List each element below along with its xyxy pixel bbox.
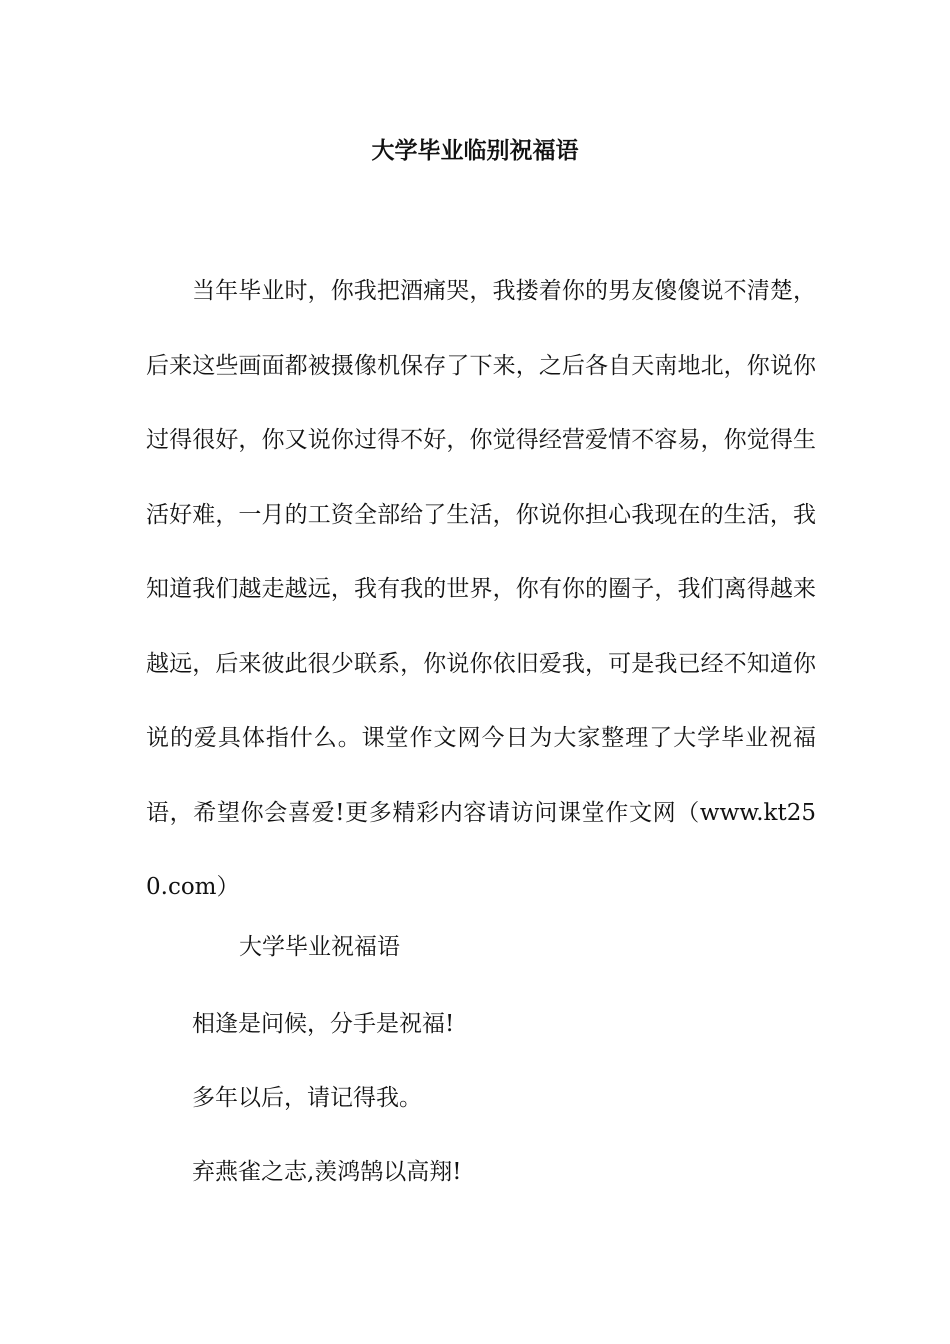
wish-line-2: 多年以后，请记得我。 bbox=[192, 1085, 422, 1111]
document-title: 大学毕业临别祝福语 bbox=[371, 138, 579, 164]
section-subheading: 大学毕业祝福语 bbox=[239, 934, 400, 960]
intro-paragraph: 当年毕业时，你我把酒痛哭，我搂着你的男友傻傻说不清楚，后来这些画面都被摄像机保存了下来，之后各自天南地北，你说你过得很好，你又说你过得不好，你觉得经营爱情不容易，你觉得生活好难，一月的工资全部给了生活，你说你担心我现在的生活，我知道我们越走越远，我有我的世界，你有你的圈子，我们离得越来越远，后来彼此很少联系，你说你依旧爱我，可是我已经不知道你说的爱具体指什么。课堂作文网今日为大家整理了大学毕业祝福语，希望你会喜爱!更多精彩内容请访问课堂作文网（www.kt250.com） bbox=[146, 278, 816, 900]
wish-line-1: 相逢是问候，分手是祝福! bbox=[192, 1011, 455, 1037]
wish-line-3: 弃燕雀之志,羡鸿鹄以高翔! bbox=[192, 1159, 462, 1185]
